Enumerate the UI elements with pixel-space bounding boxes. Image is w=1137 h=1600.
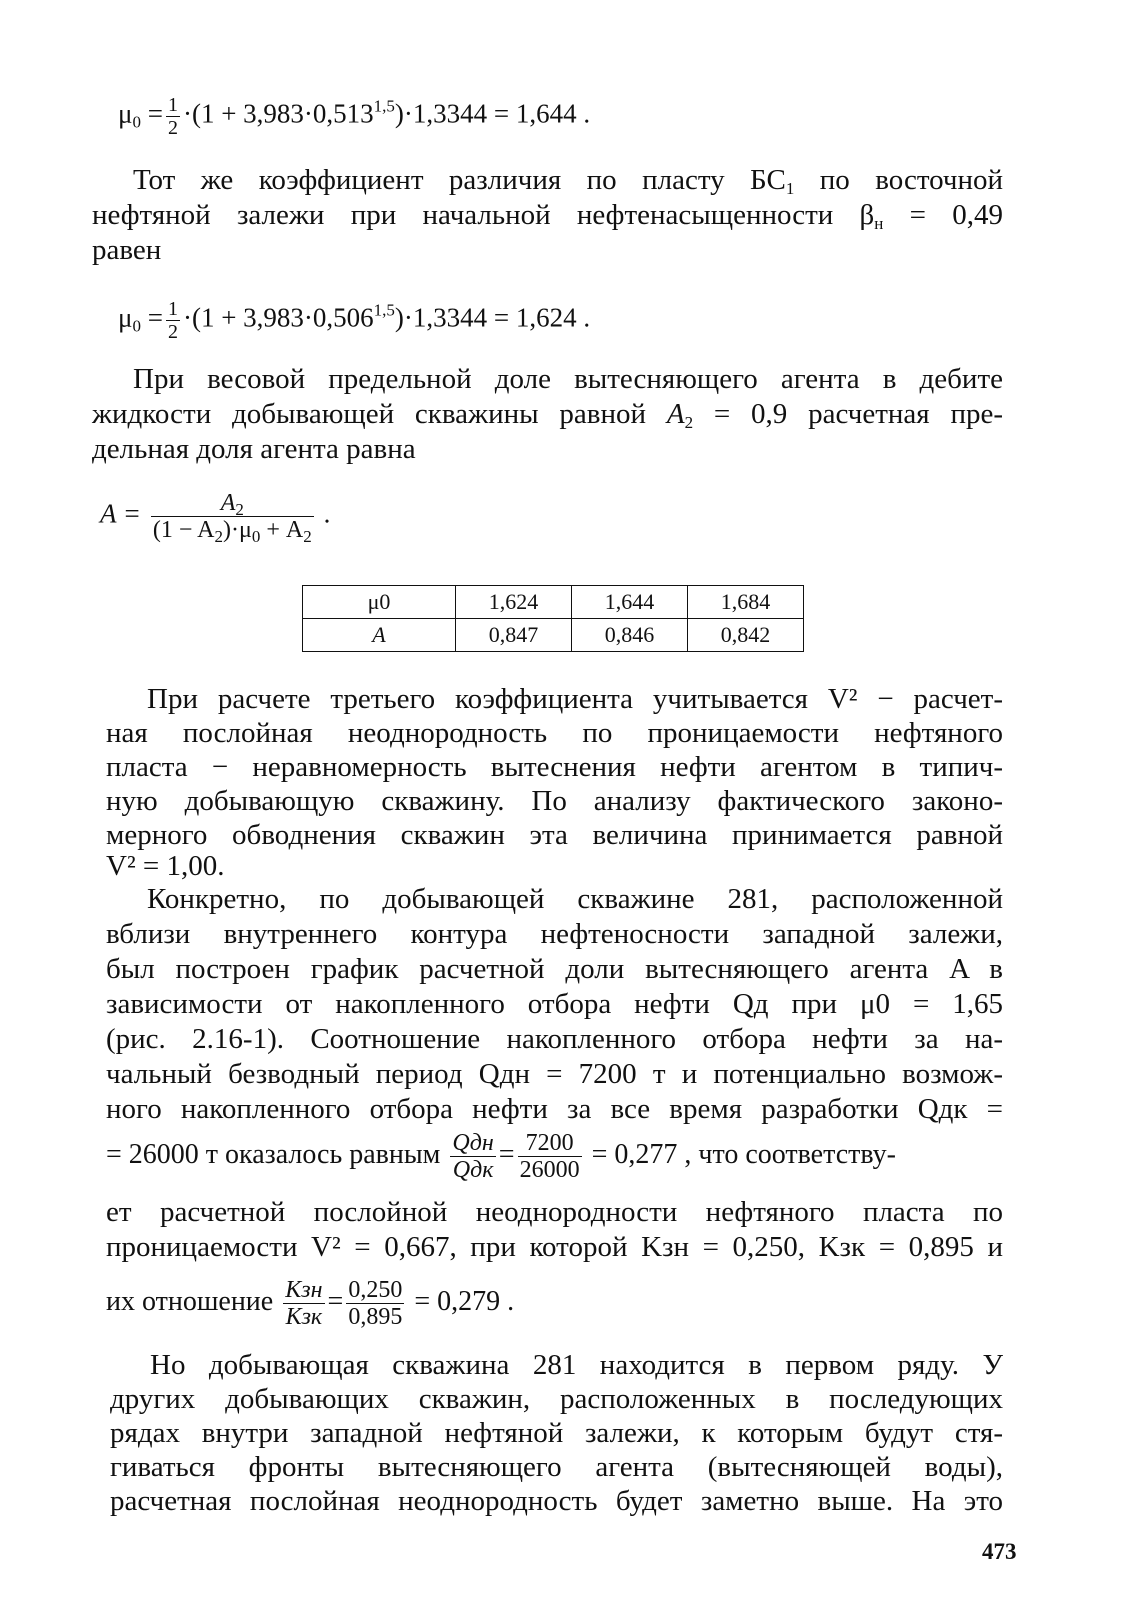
fraction-half <box>166 94 180 139</box>
eq-exponent: 1,5 <box>373 96 395 116</box>
text-line: Но добывающая скважина 281 находится в первом ряду. У <box>150 1349 1003 1381</box>
table-cell: 0,847 <box>456 619 572 652</box>
subscript: 2 <box>235 500 244 519</box>
table-cell: 1,644 <box>572 586 688 619</box>
frac-num <box>151 490 314 517</box>
eq-result: )·1,3344 = 1,644 . <box>394 98 591 129</box>
table-row <box>303 619 804 652</box>
fraction-values <box>518 1130 582 1183</box>
den-part: )·μ <box>222 517 252 543</box>
equation-A <box>100 490 331 546</box>
table-cell: 1,624 <box>456 586 572 619</box>
subscript: 2 <box>214 527 223 546</box>
text-span: их отношение <box>106 1286 281 1317</box>
fraction-K <box>283 1277 324 1330</box>
text-span: нефтяной залежи при начальной нефтенасыщенности β <box>92 199 875 231</box>
frac-num: Kзн <box>285 1277 323 1304</box>
subscript: 1 <box>785 179 795 198</box>
frac-num: 1 <box>167 298 178 320</box>
inline-equation-line: их отношение $\frac{\text{Kзн}}{\text{Kзк}}$ = $\frac{0,250}{0,895}$ = 0,279 . <box>106 1277 515 1331</box>
table-cell: 0,846 <box>572 619 688 652</box>
eq-symbol: A = <box>100 498 148 529</box>
fraction-values <box>346 1277 404 1330</box>
frac-num: 7200 <box>518 1130 582 1157</box>
inline-equation-line: = 26000 т оказалось равным $\frac{\text{Qдн}}{\text{Qдк}}$ = $\frac{7200}{26000}$ = 0,277 , что соответству- <box>106 1130 896 1184</box>
frac-den: Kзк <box>285 1304 323 1331</box>
symbol-A: A <box>666 398 685 430</box>
text-span: Тот же коэффициент различия по пласту БС <box>133 164 786 196</box>
text-span: = 0,9 расчетная пре- <box>693 398 1003 430</box>
text-line: рядах внутри западной нефтяной залежи, к которым будут стя- <box>110 1417 1003 1449</box>
eq-exponent: 1,5 <box>373 300 395 320</box>
frac-num: 1 <box>167 94 178 116</box>
frac-den: 2 <box>167 321 178 343</box>
subscript: 2 <box>684 413 694 432</box>
text-line: расчетная послойная неоднородность будет заметно выше. На это <box>110 1485 1003 1517</box>
text-line: был построен график расчетной доли вытесняющего агента A в <box>106 953 1003 985</box>
eq-symbol: μ <box>118 98 133 129</box>
equation-mu0-east: $\mu_0$ = $\frac{1}{2}$ $\cdot(1 + 3,983\cdot 0,506^{1,5})\cdot 1,3344 = 1,624$ . <box>118 298 591 343</box>
fraction-A <box>151 490 314 546</box>
eq-subscript: 0 <box>132 112 141 132</box>
subscript: 2 <box>303 527 312 546</box>
table-row <box>303 586 804 619</box>
frac-den: 0,895 <box>348 1304 403 1331</box>
frac-den: Qдк <box>452 1157 494 1184</box>
row-label: A <box>303 619 456 652</box>
eq-symbol: μ <box>118 302 133 333</box>
text-span: жидкости добывающей скважины равной <box>92 398 647 430</box>
text-line: ную добывающую скважину. По анализу фактического законо- <box>106 785 1003 817</box>
eq-result: )·1,3344 = 1,624 . <box>394 302 591 333</box>
text-line: чальный безводный период Qдн = 7200 т и потенциально возмож- <box>106 1058 1003 1090</box>
text-line: Конкретно, по добывающей скважине 281, расположенной <box>147 883 1003 915</box>
text-line: ная послойная неоднородность по проницаемости нефтяного <box>106 717 1003 749</box>
text-line: V² = 1,00. <box>106 850 225 882</box>
table-cell: 1,684 <box>688 586 804 619</box>
text-line: ет расчетной послойной неоднородности нефтяного пласта по <box>106 1196 1003 1228</box>
text-line: При весовой предельной доле вытесняющего агента в дебите <box>133 363 1003 395</box>
text-line: ного накопленного отбора нефти за все время разработки Qдк = <box>106 1093 1003 1125</box>
text-line: зависимости от накопленного отбора нефти Qд при μ0 = 1,65 <box>106 988 1003 1020</box>
text-line: гиваться фронты вытесняющего агента (вытесняющей воды), <box>110 1451 1003 1483</box>
frac-den: 2 <box>167 117 178 139</box>
text-span: = 0,49 <box>883 199 1004 231</box>
text-line: проницаемости V² = 0,667, при которой Kзн = 0,250, Kзк = 0,895 и <box>106 1231 1003 1263</box>
text-line: мерного обводнения скважин эта величина принимается равной <box>106 819 1003 851</box>
table-cell: 0,842 <box>688 619 804 652</box>
equation-mu0-west: $\mu_0$ = $\frac{1}{2}$ $\cdot(1 + 3,983\cdot 0,513^{1,5})\cdot 1,3344 = 1,644$ . <box>118 94 591 139</box>
page-number: 473 <box>982 1539 1017 1564</box>
subscript: н <box>874 214 884 233</box>
fraction-half <box>166 298 180 343</box>
subscript: 0 <box>251 527 261 546</box>
text-line: (рис. 2.16-1). Соотношение накопленного отбора нефти за на- <box>106 1023 1003 1055</box>
text-span: = 0,277 , что соответству- <box>584 1139 896 1170</box>
mu0-A-table <box>302 585 804 652</box>
text-line: При расчете третьего коэффициента учитывается V² − расчет- <box>147 683 1003 715</box>
text-line <box>92 397 1003 431</box>
text-span: по восточной <box>794 164 1003 196</box>
eq-subscript: 0 <box>132 316 141 336</box>
fraction-Q <box>450 1130 495 1183</box>
text-span: = 26000 т оказалось равным <box>106 1139 448 1170</box>
frac-den <box>151 517 314 546</box>
eq-dot: . <box>316 498 331 529</box>
den-part: + A <box>260 517 304 543</box>
frac-num: 0,250 <box>348 1277 403 1304</box>
text-span: = 0,279 . <box>407 1286 515 1317</box>
text-line <box>133 163 1003 197</box>
row-label: μ0 <box>303 586 456 619</box>
text-line: других добывающих скважин, расположенных в последующих <box>110 1383 1003 1415</box>
text-line: пласта − неравномерность вытеснения нефти агентом в типич- <box>106 751 1003 783</box>
frac-num: Qдн <box>452 1130 494 1157</box>
text-line: дельная доля агента равна <box>92 433 416 465</box>
eq-body: ·(1 + 3,983·0,513 <box>182 98 374 129</box>
frac-den: 26000 <box>519 1157 580 1184</box>
text-line <box>92 198 1003 232</box>
den-part: (1 − A <box>152 517 215 543</box>
num-symbol: A <box>220 490 236 516</box>
text-line: вблизи внутреннего контура нефтеносности западной залежи, <box>106 918 1003 950</box>
text-line: равен <box>92 234 162 266</box>
eq-body: ·(1 + 3,983·0,506 <box>182 302 374 333</box>
